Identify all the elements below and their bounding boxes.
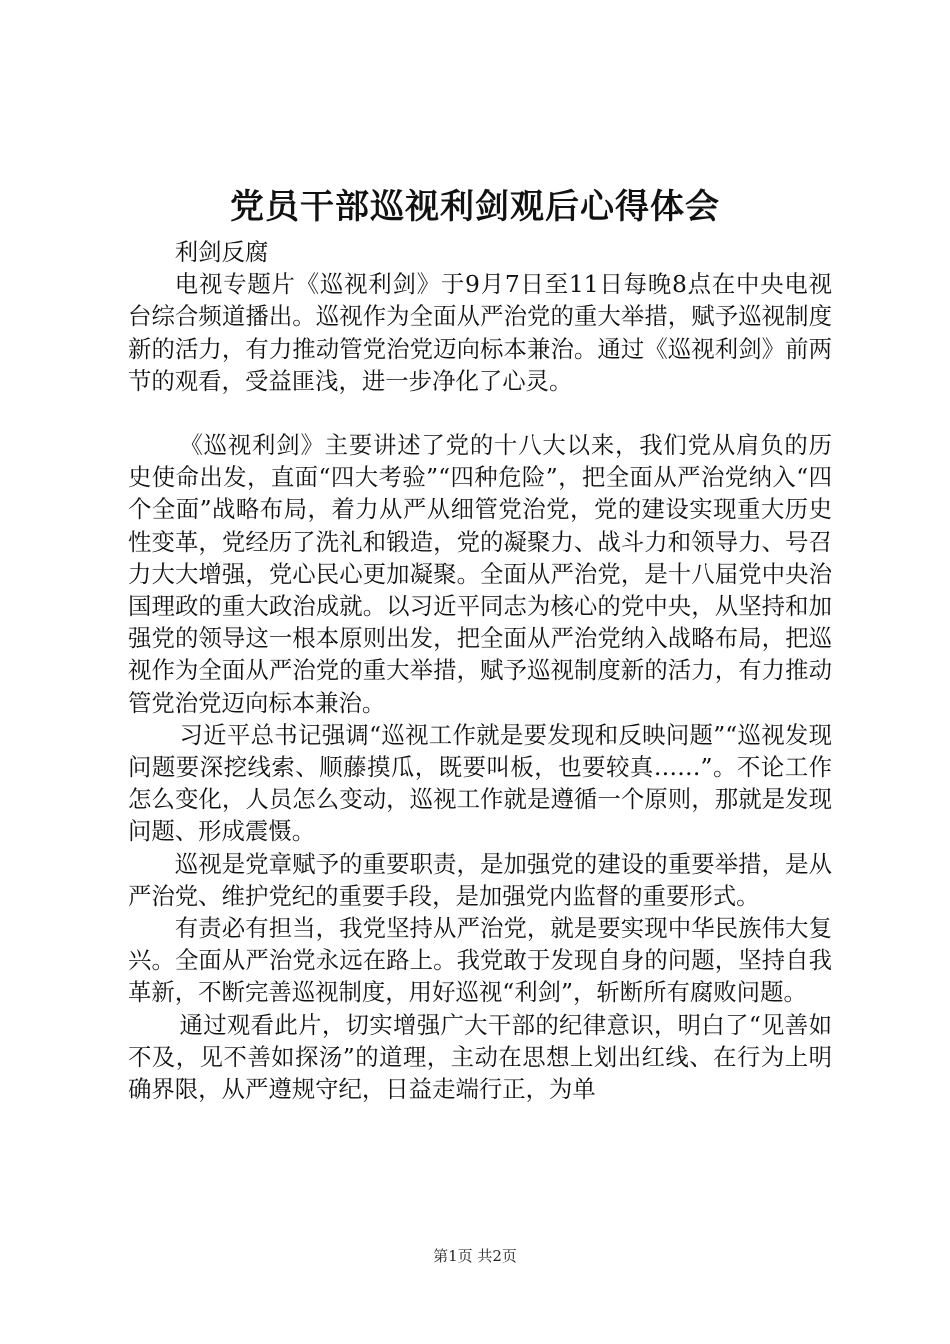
- paragraph: 巡视是党章赋予的重要职责，是加强党的建设的重要举措，是从严治党、维护党纪的重要手段，是加强党内监督的重要形式。: [128, 849, 832, 910]
- paragraph: 通过观看此片，切实增强广大干部的纪律意识，明白了“见善如不及，见不善如探汤”的道理，主动在思想上划出红线、在行为上明确界限，从严遵规守纪，日益走端行正，为单: [128, 1010, 832, 1104]
- page-footer: 第1页 共2页: [433, 1247, 517, 1265]
- paragraph: 电视专题片《巡视利剑》于9月7日至11日每晚8点在中央电视台综合频道播出。巡视作为全面从严治党的重大举措，赋予巡视制度新的活力，有力推动管党治党迈向标本兼治。通过《巡视利剑》前两节的观看，受益匪浅，进一步净化了心灵。: [128, 270, 832, 395]
- paragraph: 习近平总书记强调“巡视工作就是要发现和反映问题”“巡视发现问题要深挖线索、顺藤摸瓜，既要叫板，也要较真……”。不论工作怎么变化，人员怎么变动，巡视工作就是遵循一个原则，那就是发现问题、形成震慑。: [128, 720, 832, 846]
- paragraph: 《巡视利剑》主要讲述了党的十八大以来，我们党从肩负的历史使命出发，直面“四大考验”“四种危险”，把全面从严治党纳入“四个全面”战略布局，着力从严从细管党治党，党的建设实现重大历史性变革，党经历了洗礼和锻造，党的凝聚力、战斗力和领导力、号召力大大增强，党心民心更加凝聚。全面从严治党，是十八届党中央治国理政的重大政治成就。以习近平同志为核心的党中央，从坚持和加强党的领导这一根本原则出发，把全面从严治党纳入战略布局，把巡视作为全面从严治党的重大举措，赋予巡视制度新的活力，有力推动管党治党迈向标本兼治。: [128, 431, 832, 717]
- paragraph: 有责必有担当，我党坚持从严治党，就是要实现中华民族伟大复兴。全面从严治党永远在路上。我党敢于发现自身的问题，坚持自我革新，不断完善巡视制度，用好巡视“利剑”，斩断所有腐败问题。: [128, 914, 832, 1007]
- document-title: 党员干部巡视利剑观后心得体会: [230, 187, 720, 227]
- paragraph-subtitle: 利剑反腐: [174, 238, 269, 266]
- document-body: [128, 236, 832, 1105]
